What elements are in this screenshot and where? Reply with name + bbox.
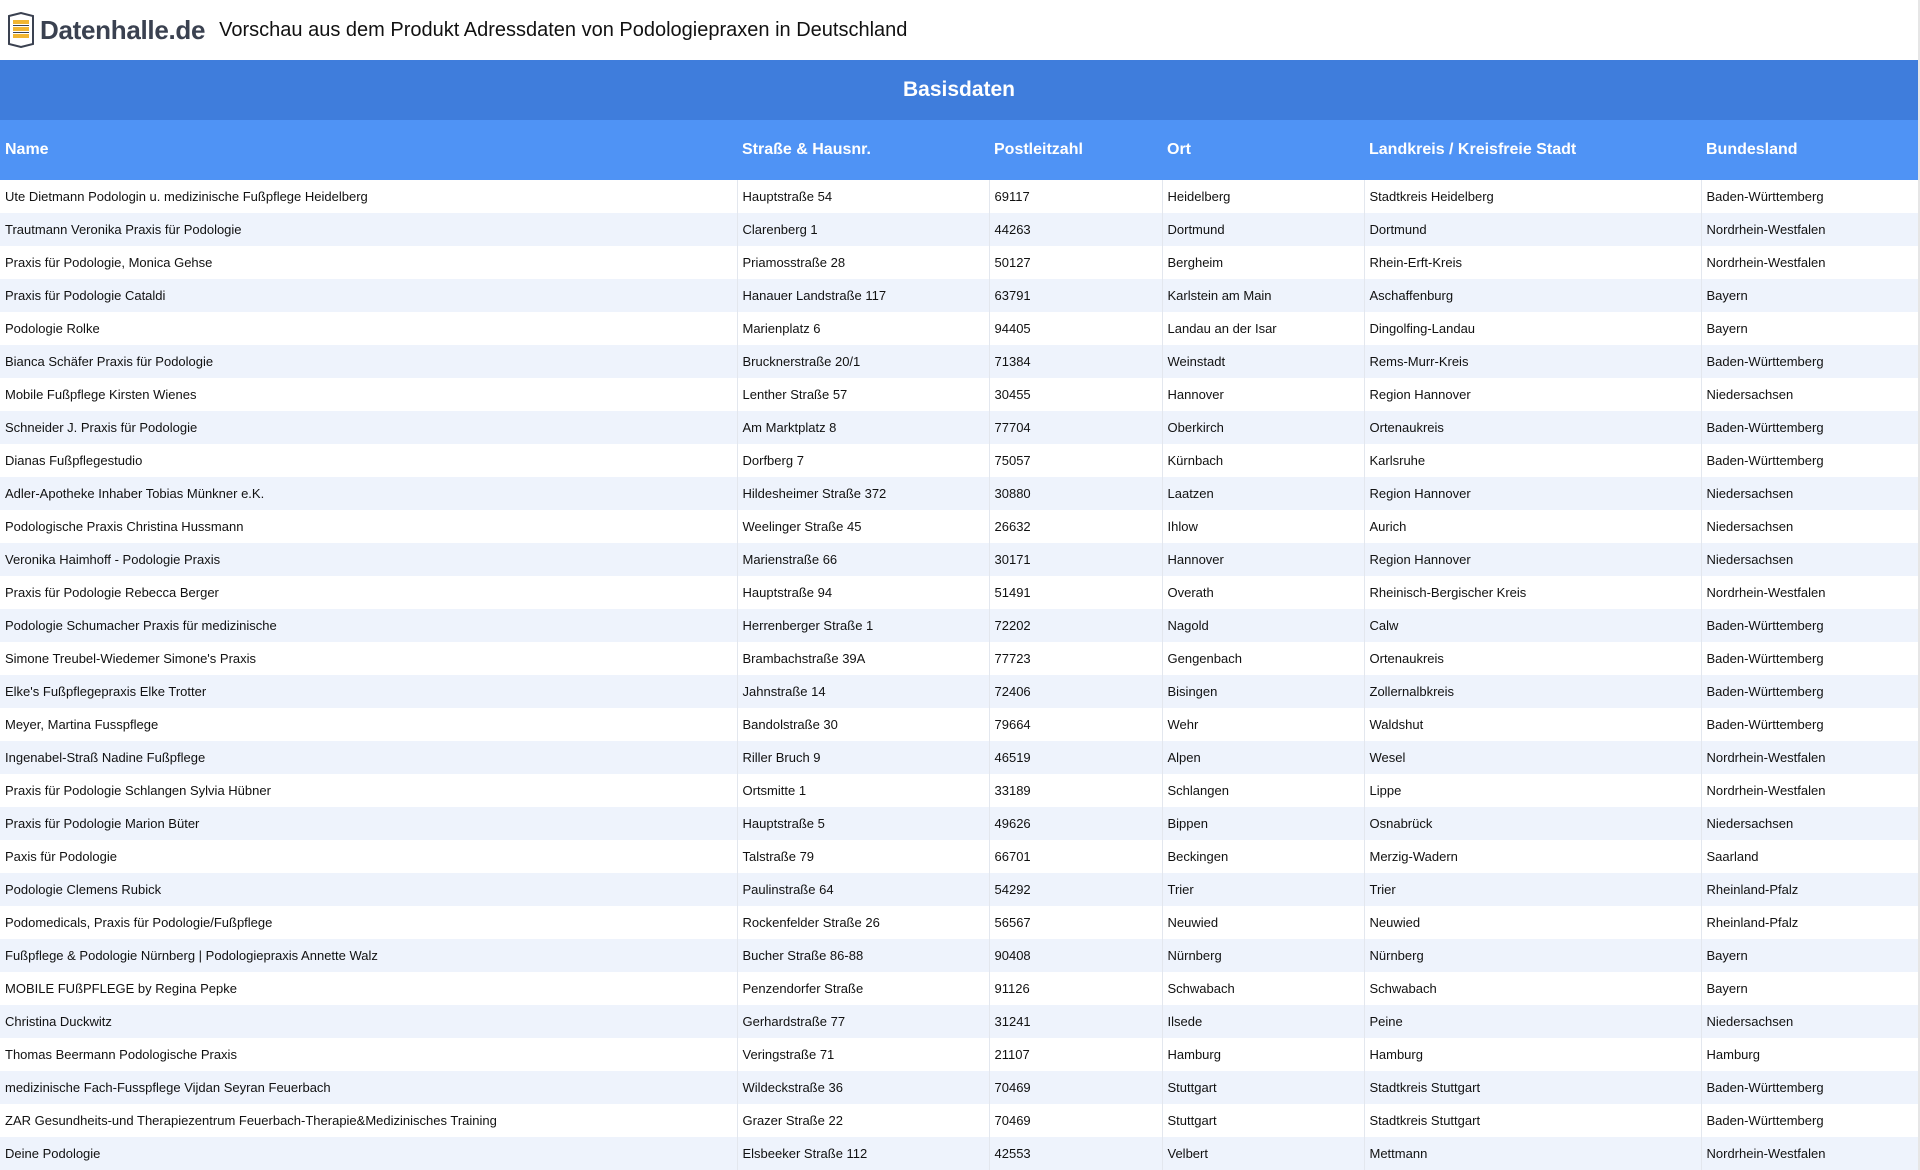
cell-district: Region Hannover [1364, 378, 1701, 411]
cell-district: Stadtkreis Stuttgart [1364, 1104, 1701, 1137]
top-bar [0, 0, 1920, 60]
cell-postcode: 77704 [989, 411, 1162, 444]
cell-name: Praxis für Podologie Marion Büter [0, 807, 737, 840]
cell-city: Trier [1162, 873, 1364, 906]
cell-district: Rheinisch-Bergischer Kreis [1364, 576, 1701, 609]
cell-street: Hildesheimer Straße 372 [737, 477, 989, 510]
cell-city: Hamburg [1162, 1038, 1364, 1071]
cell-street: Paulinstraße 64 [737, 873, 989, 906]
cell-district: Rhein-Erft-Kreis [1364, 246, 1701, 279]
cell-street: Brambachstraße 39A [737, 642, 989, 675]
cell-district: Dingolfing-Landau [1364, 312, 1701, 345]
cell-city: Beckingen [1162, 840, 1364, 873]
cell-district: Dortmund [1364, 213, 1701, 246]
address-table [0, 120, 1919, 1170]
cell-state: Nordrhein-Westfalen [1701, 213, 1918, 246]
table-row[interactable] [0, 1005, 1918, 1038]
cell-postcode: 79664 [989, 708, 1162, 741]
cell-name: Ingenabel-Straß Nadine Fußpflege [0, 741, 737, 774]
table-row[interactable] [0, 576, 1918, 609]
cell-postcode: 42553 [989, 1137, 1162, 1170]
cell-street: Rockenfelder Straße 26 [737, 906, 989, 939]
cell-state: Bayern [1701, 939, 1918, 972]
cell-district: Nürnberg [1364, 939, 1701, 972]
table-row[interactable] [0, 1038, 1918, 1071]
cell-state: Niedersachsen [1701, 1005, 1918, 1038]
cell-state: Baden-Württemberg [1701, 609, 1918, 642]
cell-name: Podologie Clemens Rubick [0, 873, 737, 906]
cell-city: Oberkirch [1162, 411, 1364, 444]
cell-city: Weinstadt [1162, 345, 1364, 378]
cell-postcode: 70469 [989, 1104, 1162, 1137]
cell-postcode: 44263 [989, 213, 1162, 246]
table-row[interactable] [0, 906, 1918, 939]
cell-street: Brucknerstraße 20/1 [737, 345, 989, 378]
cell-district: Aurich [1364, 510, 1701, 543]
table-row[interactable] [0, 213, 1918, 246]
cell-state: Nordrhein-Westfalen [1701, 576, 1918, 609]
cell-street: Grazer Straße 22 [737, 1104, 989, 1137]
cell-name: Praxis für Podologie Rebecca Berger [0, 576, 737, 609]
cell-district: Osnabrück [1364, 807, 1701, 840]
cell-city: Stuttgart [1162, 1104, 1364, 1137]
cell-postcode: 63791 [989, 279, 1162, 312]
table-row[interactable] [0, 642, 1918, 675]
cell-district: Merzig-Wadern [1364, 840, 1701, 873]
cell-state: Hamburg [1701, 1038, 1918, 1071]
cell-city: Karlstein am Main [1162, 279, 1364, 312]
table-row[interactable] [0, 774, 1918, 807]
cell-postcode: 46519 [989, 741, 1162, 774]
cell-postcode: 72202 [989, 609, 1162, 642]
table-row[interactable] [0, 708, 1918, 741]
cell-name: Trautmann Veronika Praxis für Podologie [0, 213, 737, 246]
cell-postcode: 91126 [989, 972, 1162, 1005]
cell-city: Wehr [1162, 708, 1364, 741]
cell-city: Schwabach [1162, 972, 1364, 1005]
cell-state: Nordrhein-Westfalen [1701, 774, 1918, 807]
cell-city: Stuttgart [1162, 1071, 1364, 1104]
cell-postcode: 30455 [989, 378, 1162, 411]
column-header-street[interactable]: Straße & Hausnr. [737, 120, 989, 180]
cell-name: medizinische Fach-Fusspflege Vijdan Seyran Feuerbach [0, 1071, 737, 1104]
cell-state: Baden-Württemberg [1701, 1071, 1918, 1104]
cell-postcode: 33189 [989, 774, 1162, 807]
table-row[interactable] [0, 972, 1918, 1005]
cell-street: Clarenberg 1 [737, 213, 989, 246]
cell-name: Podologie Rolke [0, 312, 737, 345]
table-header-row [0, 120, 1918, 180]
cell-city: Bergheim [1162, 246, 1364, 279]
cell-street: Penzendorfer Straße [737, 972, 989, 1005]
cell-street: Bucher Straße 86-88 [737, 939, 989, 972]
cell-street: Priamosstraße 28 [737, 246, 989, 279]
cell-district: Hamburg [1364, 1038, 1701, 1071]
cell-state: Baden-Württemberg [1701, 1104, 1918, 1137]
cell-postcode: 21107 [989, 1038, 1162, 1071]
cell-district: Aschaffenburg [1364, 279, 1701, 312]
table-row[interactable] [0, 345, 1918, 378]
cell-city: Landau an der Isar [1162, 312, 1364, 345]
cell-state: Niedersachsen [1701, 807, 1918, 840]
cell-street: Wildeckstraße 36 [737, 1071, 989, 1104]
cell-state: Saarland [1701, 840, 1918, 873]
logo-text: Datenhalle.de [40, 14, 206, 45]
cell-state: Baden-Württemberg [1701, 180, 1918, 213]
cell-name: Adler-Apotheke Inhaber Tobias Münkner e.K. [0, 477, 737, 510]
cell-state: Nordrhein-Westfalen [1701, 741, 1918, 774]
cell-postcode: 66701 [989, 840, 1162, 873]
cell-street: Jahnstraße 14 [737, 675, 989, 708]
cell-street: Ortsmitte 1 [737, 774, 989, 807]
cell-name: Podologie Schumacher Praxis für medizinische [0, 609, 737, 642]
cell-name: Meyer, Martina Fusspflege [0, 708, 737, 741]
table-row[interactable] [0, 312, 1918, 345]
cell-district: Ortenaukreis [1364, 411, 1701, 444]
cell-street: Lenther Straße 57 [737, 378, 989, 411]
cell-name: Podomedicals, Praxis für Podologie/Fußpflege [0, 906, 737, 939]
cell-district: Mettmann [1364, 1137, 1701, 1170]
cell-district: Neuwied [1364, 906, 1701, 939]
table-row[interactable] [0, 543, 1918, 576]
table-row[interactable] [0, 411, 1918, 444]
cell-postcode: 71384 [989, 345, 1162, 378]
cell-name: Christina Duckwitz [0, 1005, 737, 1038]
cell-city: Hannover [1162, 378, 1364, 411]
cell-name: Ute Dietmann Podologin u. medizinische Fußpflege Heidelberg [0, 180, 737, 213]
column-header-postcode[interactable]: Postleitzahl [989, 120, 1162, 180]
cell-street: Weelinger Straße 45 [737, 510, 989, 543]
table-row[interactable] [0, 378, 1918, 411]
cell-name: Praxis für Podologie, Monica Gehse [0, 246, 737, 279]
table-row[interactable] [0, 279, 1918, 312]
cell-city: Bisingen [1162, 675, 1364, 708]
cell-name: Elke's Fußpflegepraxis Elke Trotter [0, 675, 737, 708]
cell-state: Nordrhein-Westfalen [1701, 246, 1918, 279]
cell-postcode: 26632 [989, 510, 1162, 543]
cell-state: Nordrhein-Westfalen [1701, 1137, 1918, 1170]
cell-district: Wesel [1364, 741, 1701, 774]
cell-name: Mobile Fußpflege Kirsten Wienes [0, 378, 737, 411]
table-row[interactable] [0, 741, 1918, 774]
cell-district: Stadtkreis Stuttgart [1364, 1071, 1701, 1104]
cell-district: Calw [1364, 609, 1701, 642]
cell-street: Marienplatz 6 [737, 312, 989, 345]
cell-city: Schlangen [1162, 774, 1364, 807]
cell-state: Niedersachsen [1701, 477, 1918, 510]
table-row[interactable] [0, 510, 1918, 543]
table-row[interactable] [0, 180, 1918, 213]
cell-district: Zollernalbkreis [1364, 675, 1701, 708]
cell-postcode: 94405 [989, 312, 1162, 345]
cell-district: Trier [1364, 873, 1701, 906]
table-row[interactable] [0, 939, 1918, 972]
cell-district: Lippe [1364, 774, 1701, 807]
cell-postcode: 50127 [989, 246, 1162, 279]
column-header-district[interactable]: Landkreis / Kreisfreie Stadt [1364, 120, 1701, 180]
table-row[interactable] [0, 1071, 1918, 1104]
table-row[interactable] [0, 807, 1918, 840]
cell-name: Bianca Schäfer Praxis für Podologie [0, 345, 737, 378]
table-row[interactable] [0, 246, 1918, 279]
table-body [0, 180, 1918, 1170]
cell-street: Veringstraße 71 [737, 1038, 989, 1071]
cell-name: Praxis für Podologie Schlangen Sylvia Hübner [0, 774, 737, 807]
cell-state: Niedersachsen [1701, 510, 1918, 543]
section-title: Basisdaten [0, 60, 1918, 120]
cell-city: Velbert [1162, 1137, 1364, 1170]
cell-state: Bayern [1701, 279, 1918, 312]
column-header-city[interactable]: Ort [1162, 120, 1364, 180]
cell-state: Baden-Württemberg [1701, 642, 1918, 675]
cell-street: Talstraße 79 [737, 840, 989, 873]
cell-district: Rems-Murr-Kreis [1364, 345, 1701, 378]
cell-state: Niedersachsen [1701, 543, 1918, 576]
table-row[interactable] [0, 873, 1918, 906]
cell-postcode: 70469 [989, 1071, 1162, 1104]
cell-state: Baden-Württemberg [1701, 444, 1918, 477]
cell-postcode: 75057 [989, 444, 1162, 477]
cell-city: Overath [1162, 576, 1364, 609]
database-logo-icon [6, 12, 36, 48]
cell-name: Simone Treubel-Wiedemer Simone's Praxis [0, 642, 737, 675]
cell-postcode: 72406 [989, 675, 1162, 708]
cell-street: Hanauer Landstraße 117 [737, 279, 989, 312]
cell-district: Waldshut [1364, 708, 1701, 741]
table-row[interactable] [0, 444, 1918, 477]
table-row[interactable] [0, 675, 1918, 708]
cell-district: Karlsruhe [1364, 444, 1701, 477]
cell-name: Thomas Beermann Podologische Praxis [0, 1038, 737, 1071]
cell-district: Schwabach [1364, 972, 1701, 1005]
column-header-state[interactable]: Bundesland [1701, 120, 1918, 180]
cell-city: Bippen [1162, 807, 1364, 840]
cell-postcode: 69117 [989, 180, 1162, 213]
cell-name: Deine Podologie [0, 1137, 737, 1170]
cell-state: Bayern [1701, 312, 1918, 345]
cell-name: Dianas Fußpflegestudio [0, 444, 737, 477]
cell-street: Marienstraße 66 [737, 543, 989, 576]
cell-street: Hauptstraße 5 [737, 807, 989, 840]
cell-postcode: 30171 [989, 543, 1162, 576]
cell-street: Hauptstraße 94 [737, 576, 989, 609]
cell-city: Gengenbach [1162, 642, 1364, 675]
cell-name: Praxis für Podologie Cataldi [0, 279, 737, 312]
cell-state: Baden-Württemberg [1701, 675, 1918, 708]
cell-name: Paxis für Podologie [0, 840, 737, 873]
cell-postcode: 90408 [989, 939, 1162, 972]
cell-name: Veronika Haimhoff - Podologie Praxis [0, 543, 737, 576]
cell-city: Ilsede [1162, 1005, 1364, 1038]
cell-district: Peine [1364, 1005, 1701, 1038]
table-row[interactable] [0, 840, 1918, 873]
cell-state: Niedersachsen [1701, 378, 1918, 411]
cell-state: Baden-Württemberg [1701, 708, 1918, 741]
page-title: Vorschau aus dem Produkt Adressdaten von Podologiepraxen in Deutschland [219, 18, 908, 41]
datenhalle-logo[interactable] [6, 12, 205, 48]
cell-city: Kürnbach [1162, 444, 1364, 477]
cell-city: Laatzen [1162, 477, 1364, 510]
cell-name: ZAR Gesundheits-und Therapiezentrum Feuerbach-Therapie&Medizinisches Training [0, 1104, 737, 1137]
cell-district: Region Hannover [1364, 543, 1701, 576]
cell-street: Dorfberg 7 [737, 444, 989, 477]
cell-street: Elsbeeker Straße 112 [737, 1137, 989, 1170]
cell-city: Nürnberg [1162, 939, 1364, 972]
cell-name: MOBILE FUßPFLEGE by Regina Pepke [0, 972, 737, 1005]
cell-postcode: 51491 [989, 576, 1162, 609]
table-row[interactable] [0, 609, 1918, 642]
cell-city: Hannover [1162, 543, 1364, 576]
cell-street: Gerhardstraße 77 [737, 1005, 989, 1038]
cell-state: Bayern [1701, 972, 1918, 1005]
cell-postcode: 49626 [989, 807, 1162, 840]
table-row[interactable] [0, 477, 1918, 510]
cell-postcode: 54292 [989, 873, 1162, 906]
cell-city: Neuwied [1162, 906, 1364, 939]
cell-street: Herrenberger Straße 1 [737, 609, 989, 642]
cell-name: Schneider J. Praxis für Podologie [0, 411, 737, 444]
cell-city: Heidelberg [1162, 180, 1364, 213]
cell-city: Dortmund [1162, 213, 1364, 246]
cell-street: Am Marktplatz 8 [737, 411, 989, 444]
cell-district: Stadtkreis Heidelberg [1364, 180, 1701, 213]
cell-state: Baden-Württemberg [1701, 345, 1918, 378]
cell-state: Baden-Württemberg [1701, 411, 1918, 444]
cell-street: Bandolstraße 30 [737, 708, 989, 741]
cell-postcode: 31241 [989, 1005, 1162, 1038]
cell-district: Ortenaukreis [1364, 642, 1701, 675]
cell-state: Rheinland-Pfalz [1701, 906, 1918, 939]
cell-postcode: 77723 [989, 642, 1162, 675]
cell-city: Alpen [1162, 741, 1364, 774]
table-row[interactable] [0, 1104, 1918, 1137]
cell-name: Podologische Praxis Christina Hussmann [0, 510, 737, 543]
cell-state: Rheinland-Pfalz [1701, 873, 1918, 906]
cell-street: Hauptstraße 54 [737, 180, 989, 213]
cell-postcode: 56567 [989, 906, 1162, 939]
cell-district: Region Hannover [1364, 477, 1701, 510]
cell-street: Riller Bruch 9 [737, 741, 989, 774]
cell-postcode: 30880 [989, 477, 1162, 510]
table-row[interactable] [0, 1137, 1918, 1170]
cell-city: Nagold [1162, 609, 1364, 642]
cell-name: Fußpflege & Podologie Nürnberg | Podologiepraxis Annette Walz [0, 939, 737, 972]
column-header-name[interactable]: Name [0, 120, 737, 180]
cell-city: Ihlow [1162, 510, 1364, 543]
